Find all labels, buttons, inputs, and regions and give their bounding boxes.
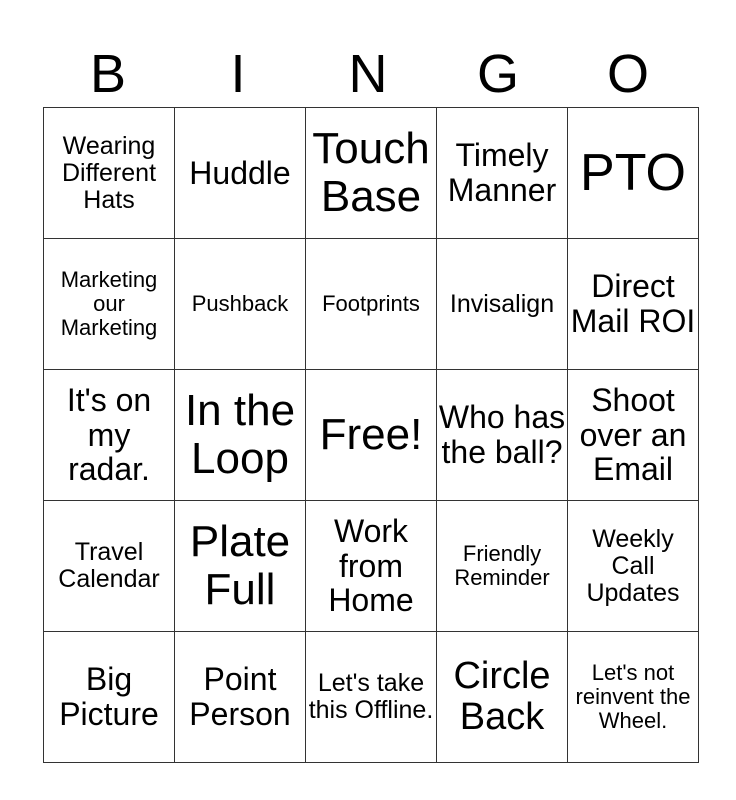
free-space-cell[interactable] bbox=[306, 370, 437, 501]
bingo-header bbox=[43, 40, 693, 108]
bingo-cell[interactable] bbox=[568, 632, 699, 763]
bingo-cell[interactable] bbox=[44, 370, 175, 501]
bingo-cell[interactable] bbox=[437, 501, 568, 632]
cell-label: Friendly Reminder bbox=[454, 541, 550, 590]
bingo-cell[interactable] bbox=[44, 239, 175, 370]
bingo-cell[interactable] bbox=[175, 108, 306, 239]
bingo-cell[interactable] bbox=[175, 370, 306, 501]
cell-label: Weekly Call Updates bbox=[586, 524, 680, 607]
cell-label: Shoot over an Email bbox=[579, 382, 687, 488]
cell-label: Who has the ball? bbox=[438, 399, 566, 470]
cell-label: Huddle bbox=[189, 154, 291, 191]
header-letter-g: G bbox=[476, 44, 519, 104]
bingo-cell[interactable] bbox=[437, 239, 568, 370]
cell-label: Marketing our Marketing bbox=[60, 267, 158, 340]
bingo-cell[interactable] bbox=[306, 632, 437, 763]
bingo-cell[interactable] bbox=[44, 108, 175, 239]
bingo-cell[interactable] bbox=[175, 239, 306, 370]
bingo-card-grid bbox=[43, 107, 699, 763]
cell-label: Plate Full bbox=[189, 517, 291, 614]
cell-label: Wearing Different Hats bbox=[61, 131, 157, 214]
cell-label: Footprints bbox=[322, 291, 420, 317]
bingo-cell[interactable] bbox=[568, 501, 699, 632]
grid-row bbox=[44, 632, 699, 763]
header-letter-b: B bbox=[89, 44, 127, 104]
cell-label: Let's not reinvent the Wheel. bbox=[575, 660, 691, 733]
bingo-cell[interactable] bbox=[568, 370, 699, 501]
bingo-cell[interactable] bbox=[175, 501, 306, 632]
cell-label: Pushback bbox=[191, 291, 289, 317]
bingo-cell[interactable] bbox=[568, 108, 699, 239]
grid-row bbox=[44, 501, 699, 632]
bingo-cell[interactable] bbox=[44, 501, 175, 632]
header-letter-n: N bbox=[348, 44, 388, 104]
cell-label: Direct Mail ROI bbox=[570, 268, 696, 339]
bingo-cell[interactable] bbox=[175, 632, 306, 763]
cell-label: Circle Back bbox=[453, 654, 551, 738]
grid-row bbox=[44, 108, 699, 239]
bingo-cell[interactable] bbox=[306, 108, 437, 239]
grid-row bbox=[44, 239, 699, 370]
cell-label: In the Loop bbox=[184, 386, 296, 483]
cell-label: Let's take this Offline. bbox=[308, 669, 434, 724]
cell-label: Travel Calendar bbox=[58, 538, 160, 593]
bingo-cell[interactable] bbox=[437, 370, 568, 501]
cell-label: Point Person bbox=[189, 661, 291, 732]
header-letter-i: I bbox=[230, 44, 246, 104]
bingo-cell[interactable] bbox=[306, 239, 437, 370]
cell-label: Invisalign bbox=[449, 289, 555, 318]
bingo-cell[interactable] bbox=[306, 501, 437, 632]
cell-label: PTO bbox=[580, 143, 686, 202]
bingo-cell[interactable] bbox=[437, 632, 568, 763]
free-space-label: Free! bbox=[319, 410, 423, 460]
grid-row bbox=[44, 370, 699, 501]
bingo-cell[interactable] bbox=[437, 108, 568, 239]
cell-label: Big Picture bbox=[59, 661, 159, 732]
cell-label: Timely Manner bbox=[447, 137, 557, 208]
cell-label: Work from Home bbox=[328, 513, 414, 619]
bingo-cell[interactable] bbox=[568, 239, 699, 370]
cell-label: Touch Base bbox=[312, 124, 430, 221]
cell-label: It's on my radar. bbox=[66, 382, 152, 488]
bingo-cell[interactable] bbox=[44, 632, 175, 763]
header-letter-o: O bbox=[606, 44, 649, 104]
